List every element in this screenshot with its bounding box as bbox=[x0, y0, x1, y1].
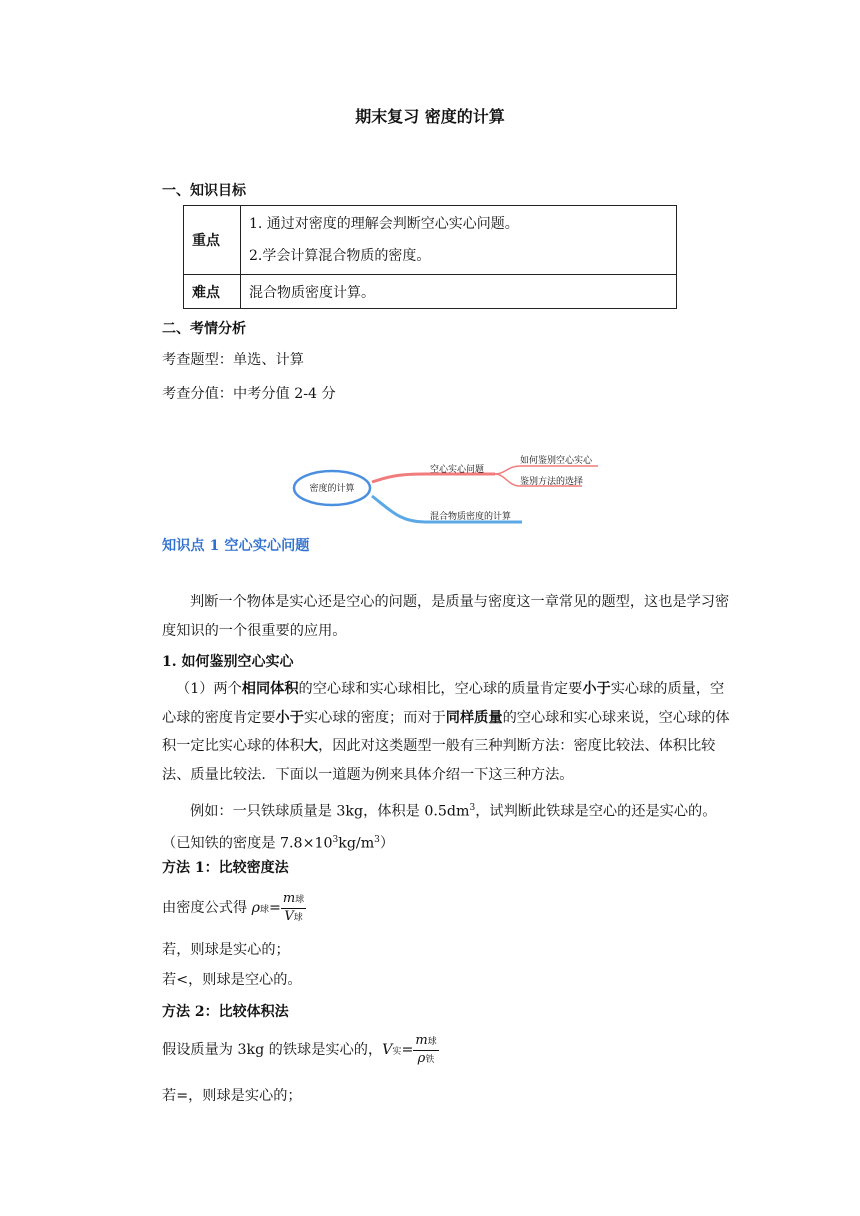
fraction-numerator bbox=[281, 891, 306, 909]
paragraph-identify-methods bbox=[162, 675, 732, 789]
para-text: 的空心球和实心球来说，空心球的体积一定比实心球的体积 bbox=[162, 709, 730, 754]
fraction-denominator bbox=[413, 1051, 438, 1068]
method-2-case-solid: 若=，则球是实心的； bbox=[162, 1088, 302, 1104]
mind-map-leaf-2: 鉴别方法的选择 bbox=[520, 477, 584, 487]
section-heading-goals: 一、知识目标 bbox=[162, 183, 246, 199]
mind-map-root-label: 密度的计算 bbox=[309, 484, 355, 494]
subscript: 球 bbox=[293, 912, 303, 923]
row-content-key bbox=[241, 206, 677, 275]
example-paragraph bbox=[162, 794, 732, 858]
para-bold: 小于 bbox=[275, 709, 304, 726]
page-title: 期末复习 密度的计算 bbox=[355, 107, 505, 126]
volume-symbol: V bbox=[284, 908, 294, 924]
knowledge-goals-table bbox=[183, 205, 677, 309]
para-text: 实心球的密度；而对于 bbox=[303, 709, 446, 726]
example-text: 例如：一只铁球质量是 3kg，体积是 0.5dm bbox=[190, 803, 470, 820]
para-text: 实心球的质量，空心球的密度肯定要 bbox=[162, 681, 725, 726]
density-fraction bbox=[281, 891, 306, 926]
key-point-1: 1. 通过对密度的理解会判断空心实心问题。 bbox=[249, 216, 519, 232]
para-bold: 大 bbox=[303, 738, 319, 754]
mind-map-branch-2: 混合物质密度的计算 bbox=[430, 512, 512, 522]
method-2-formula bbox=[162, 1030, 439, 1072]
para-text: ，因此对这类题型一般有三种判断方法：密度比较法、体积比较法、质量比较法．下面以一道题为例来具体介绍一下这三种方法。 bbox=[162, 738, 716, 783]
method-1-heading: 方法 1：比较密度法 bbox=[162, 860, 289, 876]
para-text: 的空心球和实心球相比，空心球的质量肯定要 bbox=[298, 681, 583, 697]
table-row bbox=[184, 275, 677, 309]
intro-paragraph: 判断一个物体是实心还是空心的问题，是质量与密度这一章常见的题型，这也是学习密度知识的一个很重要的应用。 bbox=[162, 594, 730, 639]
formula-prefix: 由密度公式得 bbox=[162, 900, 248, 916]
subscript: 铁 bbox=[425, 1054, 435, 1065]
example-text: ，试判断此铁球是空心的还是实心的。（已知铁的密度是 7.8×10 bbox=[162, 803, 717, 852]
rho-symbol: ρ bbox=[251, 900, 260, 916]
row-label-key: 重点 bbox=[184, 206, 241, 275]
mass-symbol: m bbox=[415, 1032, 428, 1048]
para-bold: 小于 bbox=[582, 681, 611, 697]
equals-sign: = bbox=[401, 1042, 414, 1058]
example-text: kg/m bbox=[338, 835, 375, 852]
superscript: 3 bbox=[374, 835, 380, 846]
para-bold: 同样质量 bbox=[445, 709, 503, 726]
subheading-identify: 1. 如何鉴别空心实心 bbox=[162, 654, 294, 670]
method-1-case-hollow: 若<，则球是空心的。 bbox=[162, 972, 302, 988]
equals-sign: = bbox=[269, 900, 281, 916]
formula-prefix: 假设质量为 3kg 的铁球是实心的， bbox=[162, 1042, 383, 1058]
para-bold: 相同体积 bbox=[241, 681, 299, 697]
section-heading-analysis: 二、考情分析 bbox=[162, 321, 246, 337]
key-point-2: 2.学会计算混合物质的密度。 bbox=[249, 248, 431, 264]
row-label-difficulty: 难点 bbox=[184, 275, 241, 309]
knowledge-point-heading: 知识点 1 空心实心问题 bbox=[162, 538, 310, 554]
mass-symbol: m bbox=[282, 890, 296, 906]
subscript: 球 bbox=[295, 894, 305, 905]
exam-score-value: 考查分值：中考分值 2-4 分 bbox=[162, 386, 336, 402]
fraction-numerator bbox=[413, 1033, 438, 1051]
subscript: 实 bbox=[392, 1047, 402, 1057]
method-1-case-solid: 若，则球是实心的； bbox=[162, 942, 290, 958]
mind-map-branch-1: 空心实心问题 bbox=[430, 465, 485, 475]
subscript: 球 bbox=[260, 905, 270, 915]
table-row bbox=[184, 206, 677, 275]
volume-fraction bbox=[413, 1033, 438, 1068]
fraction-denominator bbox=[281, 909, 306, 926]
method-1-formula bbox=[162, 888, 306, 930]
superscript: 3 bbox=[332, 835, 339, 846]
method-2-heading: 方法 2：比较体积法 bbox=[162, 1004, 289, 1020]
rho-symbol: ρ bbox=[417, 1050, 426, 1066]
subscript: 球 bbox=[427, 1036, 437, 1047]
para-text: （1）两个 bbox=[176, 681, 242, 697]
difficulty-point: 混合物质密度计算。 bbox=[241, 275, 677, 309]
leaf-line-1 bbox=[495, 466, 598, 474]
superscript: 3 bbox=[469, 803, 476, 813]
branch-line-hollow-solid bbox=[372, 474, 495, 482]
volume-symbol: V bbox=[382, 1042, 393, 1058]
exam-question-types: 考查题型：单选、计算 bbox=[162, 352, 304, 368]
mind-map-leaf-1: 如何鉴别空心实心 bbox=[520, 456, 593, 466]
example-text: ） bbox=[379, 835, 395, 852]
